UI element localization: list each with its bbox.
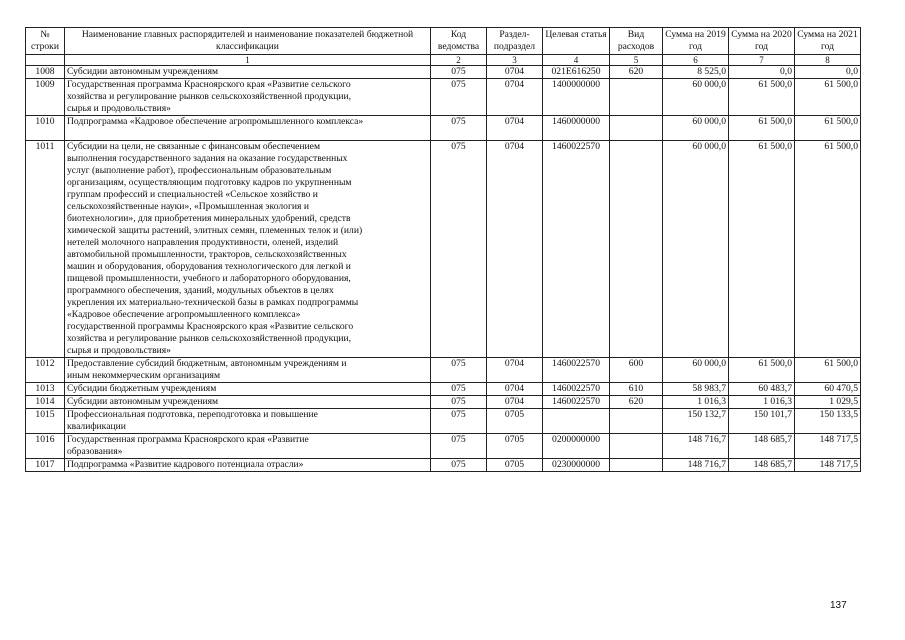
row-name-cell xyxy=(65,409,431,434)
sum-2020-cell: 150 101,7 xyxy=(729,409,795,434)
row-name-line: Профессиональная подготовка, переподготовка и повышение xyxy=(67,409,318,420)
row-name-line: сырья и продовольствия» xyxy=(67,103,171,114)
row-name-line: Субсидии на цели, не связанные с финансовым обеспечением xyxy=(67,141,321,152)
row-name-line: Подпрограмма «Развитие кадрового потенциала отрасли» xyxy=(67,459,304,470)
row-name-line: сырья и продовольствия» xyxy=(67,345,171,356)
row-name-line: Субсидии автономным учреждениям xyxy=(67,396,219,407)
row-name-line: биотехнологии», для приобретения минеральных удобрений, средств xyxy=(67,213,351,224)
row-name-line: квалификации xyxy=(67,421,126,432)
kind-cell: 610 xyxy=(610,383,663,396)
sum-2019-cell: 148 716,7 xyxy=(663,434,729,459)
sum-2019-cell: 58 983,7 xyxy=(663,383,729,396)
sum-2019-cell: 8 525,0 xyxy=(663,66,729,79)
kind-cell: 620 xyxy=(610,396,663,409)
row-number-cell: 1012 xyxy=(26,358,65,383)
row-name-line: Субсидии автономным учреждениям xyxy=(67,66,219,77)
row-name-line: Субсидии бюджетным учреждениям xyxy=(67,383,217,394)
header-sum-2020: Сумма на 2020 год xyxy=(729,28,795,55)
sum-2020-cell: 148 685,7 xyxy=(729,434,795,459)
table-row xyxy=(26,66,861,79)
kind-cell: 600 xyxy=(610,358,663,383)
row-name-line: хозяйства и регулирование рынков сельскохозяйственной продукции, xyxy=(67,333,352,344)
header-dept-code: Код ведомства xyxy=(431,28,487,55)
sum-2021-cell: 1 029,5 xyxy=(795,396,861,409)
kind-cell xyxy=(610,116,663,141)
section-cell: 0705 xyxy=(487,434,543,459)
sum-2019-cell: 150 132,7 xyxy=(663,409,729,434)
sum-2019-cell: 60 000,0 xyxy=(663,141,729,358)
column-number-row xyxy=(26,55,861,66)
header-name: Наименование главных распорядителей и наименование показателей бюджетной классификации xyxy=(65,28,431,55)
dept-code-cell: 075 xyxy=(431,79,487,116)
target-cell: 1460022570 xyxy=(543,396,610,409)
table-row xyxy=(26,383,861,396)
column-number: 2 xyxy=(431,55,487,66)
table-row xyxy=(26,141,861,358)
sum-2020-cell: 0,0 xyxy=(729,66,795,79)
row-name-line: пищевой промышленности, учебного и лабораторного оборудования, xyxy=(67,273,351,284)
dept-code-cell: 075 xyxy=(431,141,487,358)
column-number: 8 xyxy=(795,55,861,66)
section-cell: 0704 xyxy=(487,396,543,409)
row-number-cell: 1014 xyxy=(26,396,65,409)
target-cell: 1460022570 xyxy=(543,141,610,358)
row-number-cell: 1016 xyxy=(26,434,65,459)
row-name-line: Подпрограмма «Кадровое обеспечение агропромышленного комплекса» xyxy=(67,116,364,127)
row-name-cell xyxy=(65,141,431,358)
budget-table xyxy=(25,27,861,472)
sum-2021-cell: 61 500,0 xyxy=(795,141,861,358)
dept-code-cell: 075 xyxy=(431,459,487,472)
kind-cell: 620 xyxy=(610,66,663,79)
table-row xyxy=(26,434,861,459)
row-name-line: государственной программы Красноярского края «Развитие сельского xyxy=(67,321,354,332)
row-name-line: хозяйства и регулирование рынков сельскохозяйственной продукции, xyxy=(67,91,352,102)
target-cell: 1460022570 xyxy=(543,383,610,396)
sum-2021-cell: 150 133,5 xyxy=(795,409,861,434)
table-row xyxy=(26,409,861,434)
sum-2020-cell: 61 500,0 xyxy=(729,116,795,141)
column-number xyxy=(26,55,65,66)
sum-2020-cell: 61 500,0 xyxy=(729,358,795,383)
row-name-line: «Кадровое обеспечение агропромышленного комплекса» xyxy=(67,309,301,320)
header-sum-2019: Сумма на 2019 год xyxy=(663,28,729,55)
table-row xyxy=(26,116,861,141)
row-name-cell xyxy=(65,459,431,472)
header-target: Целевая статья xyxy=(543,28,610,55)
row-number-cell: 1008 xyxy=(26,66,65,79)
row-name-line: Государственная программа Красноярского края «Развитие xyxy=(67,434,309,445)
row-name-line: Государственная программа Красноярского края «Развитие сельского xyxy=(67,79,351,90)
row-name-line: выполнения государственного задания на оказание государственных xyxy=(67,153,348,164)
row-name-line: организациям, осуществляющим подготовку кадров по укрупненным xyxy=(67,177,352,188)
table-row xyxy=(26,459,861,472)
kind-cell xyxy=(610,141,663,358)
sum-2020-cell: 61 500,0 xyxy=(729,79,795,116)
dept-code-cell: 075 xyxy=(431,383,487,396)
dept-code-cell: 075 xyxy=(431,396,487,409)
row-name-cell xyxy=(65,383,431,396)
row-name-cell xyxy=(65,434,431,459)
row-name-line: нетелей молочного направления продуктивности, оленей, изделий xyxy=(67,237,339,248)
header-section: Раздел-подраздел xyxy=(487,28,543,55)
row-name-line: химической защиты растений, элитных семян, племенных телок и (или) xyxy=(67,225,363,236)
section-cell: 0704 xyxy=(487,116,543,141)
row-name-cell xyxy=(65,79,431,116)
dept-code-cell: 075 xyxy=(431,66,487,79)
table-row xyxy=(26,79,861,116)
row-name-line: Предоставление субсидий бюджетным, автономным учреждениям и xyxy=(67,358,347,369)
sum-2020-cell: 60 483,7 xyxy=(729,383,795,396)
section-cell: 0704 xyxy=(487,383,543,396)
target-cell: 0200000000 xyxy=(543,434,610,459)
target-cell: 1400000000 xyxy=(543,79,610,116)
kind-cell xyxy=(610,459,663,472)
sum-2019-cell: 60 000,0 xyxy=(663,358,729,383)
row-name-line: услуг (выполнение работ), профессиональным образовательным xyxy=(67,165,332,176)
sum-2019-cell: 60 000,0 xyxy=(663,79,729,116)
dept-code-cell: 075 xyxy=(431,409,487,434)
kind-cell xyxy=(610,79,663,116)
sum-2019-cell: 60 000,0 xyxy=(663,116,729,141)
kind-cell xyxy=(610,409,663,434)
table-row xyxy=(26,396,861,409)
row-name-line: программного обеспечения, зданий, модульных объектов в целях xyxy=(67,285,334,296)
row-name-cell xyxy=(65,116,431,141)
sum-2019-cell: 1 016,3 xyxy=(663,396,729,409)
column-number: 6 xyxy=(663,55,729,66)
section-cell: 0704 xyxy=(487,66,543,79)
column-number: 1 xyxy=(65,55,431,66)
row-name-line: иным некоммерческим организациям xyxy=(67,370,221,381)
target-cell: 021E616250 xyxy=(543,66,610,79)
dept-code-cell: 075 xyxy=(431,358,487,383)
row-name-line: группам профессий и специальностей «Сельское хозяйство и xyxy=(67,189,318,200)
sum-2021-cell: 60 470,5 xyxy=(795,383,861,396)
row-number-cell: 1013 xyxy=(26,383,65,396)
sum-2021-cell: 148 717,5 xyxy=(795,434,861,459)
header-kind: Вид расходов xyxy=(610,28,663,55)
target-cell: 1460000000 xyxy=(543,116,610,141)
header-sum-2021: Сумма на 2021 год xyxy=(795,28,861,55)
dept-code-cell: 075 xyxy=(431,116,487,141)
sum-2020-cell: 61 500,0 xyxy=(729,141,795,358)
section-cell: 0705 xyxy=(487,409,543,434)
budget-sheet xyxy=(25,27,860,472)
row-number-cell: 1015 xyxy=(26,409,65,434)
sum-2021-cell: 61 500,0 xyxy=(795,79,861,116)
sum-2021-cell: 61 500,0 xyxy=(795,358,861,383)
header-row xyxy=(26,28,861,55)
sum-2021-cell: 0,0 xyxy=(795,66,861,79)
section-cell: 0704 xyxy=(487,141,543,358)
row-name-line: укрепления их материально-технической базы в рамках подпрограммы xyxy=(67,297,359,308)
sum-2021-cell: 61 500,0 xyxy=(795,116,861,141)
row-number-cell: 1009 xyxy=(26,79,65,116)
column-number: 4 xyxy=(543,55,610,66)
row-name-line: сельскохозяйственные науки», «Промышленная экология и xyxy=(67,201,309,212)
row-name-cell xyxy=(65,66,431,79)
table-row xyxy=(26,358,861,383)
sum-2019-cell: 148 716,7 xyxy=(663,459,729,472)
section-cell: 0705 xyxy=(487,459,543,472)
row-name-line: образования» xyxy=(67,446,123,457)
column-number: 3 xyxy=(487,55,543,66)
row-number-cell: 1017 xyxy=(26,459,65,472)
row-name-line xyxy=(67,128,428,140)
row-number-cell: 1011 xyxy=(26,141,65,358)
row-name-line: машин и оборудования, оборудования технологического для легкой и xyxy=(67,261,351,272)
sum-2020-cell: 1 016,3 xyxy=(729,396,795,409)
section-cell: 0704 xyxy=(487,79,543,116)
column-number: 5 xyxy=(610,55,663,66)
sum-2020-cell: 148 685,7 xyxy=(729,459,795,472)
table-body xyxy=(26,66,861,472)
row-name-cell xyxy=(65,358,431,383)
target-cell xyxy=(543,409,610,434)
row-name-cell xyxy=(65,396,431,409)
row-name-line: автомобильной промышленности, тракторов, сельскохозяйственных xyxy=(67,249,347,260)
dept-code-cell: 075 xyxy=(431,434,487,459)
kind-cell xyxy=(610,434,663,459)
sum-2021-cell: 148 717,5 xyxy=(795,459,861,472)
target-cell: 1460022570 xyxy=(543,358,610,383)
section-cell: 0704 xyxy=(487,358,543,383)
column-number: 7 xyxy=(729,55,795,66)
page-number: 137 xyxy=(830,600,847,611)
target-cell: 0230000000 xyxy=(543,459,610,472)
row-number-cell: 1010 xyxy=(26,116,65,141)
header-row-number: № строки xyxy=(26,28,65,55)
